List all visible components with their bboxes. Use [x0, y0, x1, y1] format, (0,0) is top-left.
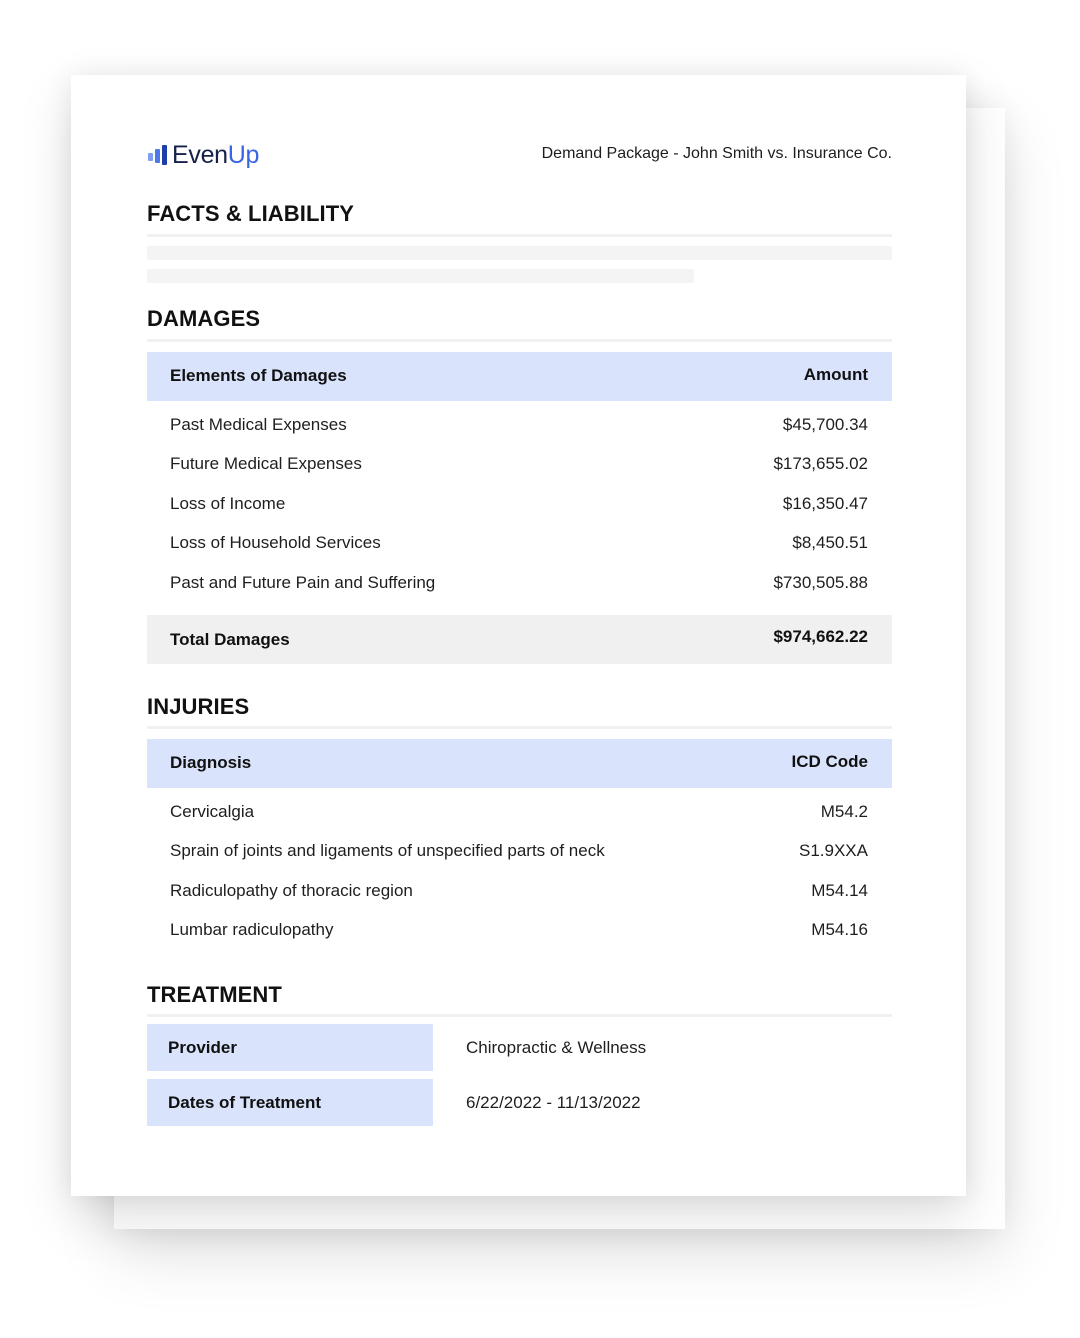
diagnosis-label: Sprain of joints and ligaments of unspecified parts of neck: [170, 841, 605, 860]
total-damages-label: Total Damages: [170, 630, 290, 649]
injuries-col-diagnosis: Diagnosis: [170, 753, 252, 772]
table-row: [147, 529, 892, 557]
damage-amount: $173,655.02: [773, 454, 868, 473]
facts-liability-heading: FACTS & LIABILITY: [147, 201, 355, 226]
treatment-divider: [147, 1014, 892, 1017]
icd-code: M54.2: [820, 802, 868, 821]
damages-col-amount: Amount: [803, 365, 868, 384]
damage-label: Past and Future Pain and Suffering: [170, 573, 436, 592]
total-damages-row: [147, 615, 892, 664]
dates-label: Dates of Treatment: [168, 1093, 322, 1112]
treatment-heading: TREATMENT: [147, 982, 282, 1007]
icd-code: S1.9XXA: [799, 841, 868, 860]
logo-text-even: Even: [172, 140, 228, 169]
provider-label: Provider: [168, 1038, 237, 1057]
diagnosis-label: Cervicalgia: [170, 802, 255, 821]
dates-label-cell: [147, 1079, 433, 1126]
diagnosis-label: Lumbar radiculopathy: [170, 920, 334, 939]
damages-divider: [147, 339, 892, 342]
table-row: [147, 798, 892, 826]
evenup-bars-icon: [147, 144, 169, 166]
facts-divider: [147, 234, 892, 237]
damage-amount: $730,505.88: [773, 573, 868, 592]
damage-amount: $8,450.51: [792, 533, 868, 552]
damage-label: Loss of Income: [170, 494, 286, 513]
damages-col-elements: Elements of Damages: [170, 366, 347, 385]
icd-code: M54.16: [811, 920, 868, 939]
table-row: [147, 411, 892, 439]
table-row: [147, 916, 892, 944]
table-row: [147, 450, 892, 478]
damage-amount: $45,700.34: [782, 415, 868, 434]
injuries-divider: [147, 726, 892, 729]
damage-label: Loss of Household Services: [170, 533, 381, 552]
page-header: [147, 137, 892, 173]
injuries-table-header: [147, 739, 892, 788]
table-row: [147, 490, 892, 518]
document-title: Demand Package - John Smith vs. Insurance Co.: [541, 145, 892, 162]
injuries-heading: INJURIES: [147, 694, 250, 719]
table-row: [147, 837, 892, 865]
damages-heading: DAMAGES: [147, 306, 261, 331]
facts-text-placeholder-2: [147, 269, 694, 283]
damage-amount: $16,350.47: [782, 494, 868, 513]
demand-package-page: [71, 75, 966, 1196]
provider-value: Chiropractic & Wellness: [466, 1038, 647, 1057]
evenup-logo: [147, 137, 259, 173]
diagnosis-label: Radiculopathy of thoracic region: [170, 881, 413, 900]
table-row: [147, 569, 892, 597]
injuries-col-icd-code: ICD Code: [791, 752, 868, 771]
facts-text-placeholder-1: [147, 246, 892, 260]
icd-code: M54.14: [811, 881, 868, 900]
logo-text-up: Up: [227, 140, 260, 169]
damages-table-header: [147, 352, 892, 401]
provider-label-cell: [147, 1024, 433, 1071]
damage-label: Past Medical Expenses: [170, 415, 347, 434]
dates-value: 6/22/2022 - 11/13/2022: [466, 1093, 641, 1112]
table-row: [147, 877, 892, 905]
damage-label: Future Medical Expenses: [170, 454, 362, 473]
total-damages-amount: $974,662.22: [773, 627, 868, 646]
